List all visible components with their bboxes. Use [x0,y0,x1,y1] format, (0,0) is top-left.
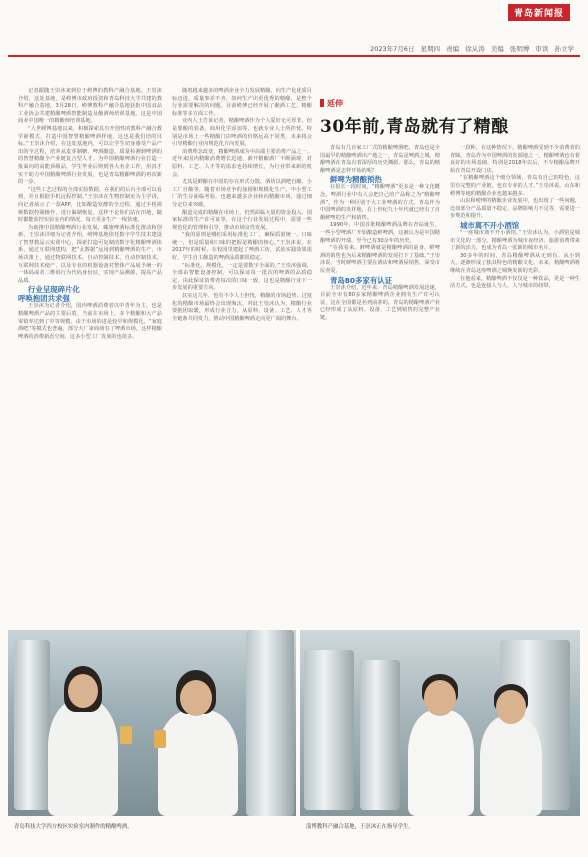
page-meta [366,44,574,53]
header-rule [8,55,580,57]
fermenter-tank [246,630,294,816]
paragraph: 1990年，中国首批精酿啤酒品牌在青岛诞生，一些小型啤酒厂开始酿造鲜啤酒，这被认为是中国精酿啤酒的开端，至今已有30余年的历史。 [320,222,440,244]
paragraph: “人世崂博基地以来，积极探索具有开创性的教科产融合教学新模式，打造中国智慧精酿啤酒样地，这也是我们培的目标。”王崇沐介绍，在这处基地内，可以让学生切身感受产品产出的全过程，培养从麦芽制糖、啤酒酿造、质量检测到啤酒的的智慧精酿全产业链复合型人才。为中国精酿啤酒行业打造一批面向的高能顶级品，学生毕业后则到各大名企工作，用真才实干助力中国精酿啤酒行业发展，也是青岛精酿啤酒的再次新的一步。 [18,125,162,186]
paragraph: “在我看来，鲜啤酒就是精酿啤酒的前身，鲜啤酒的销售也为后来精酿啤酒的发展打下了基础。”王崇沐说，当时鲜啤酒主要在酒店和啤酒屋销售，深受市民喜爱。 [320,245,440,274]
face [424,680,456,716]
editor-label: 责编 [446,45,460,53]
weekday: 星期四 [420,45,441,53]
paragraph: “这些工艺过程的全部实验数据，在我们的后台全部可以看到，并且根据手机远程控制。”王崇沐在生物控制室为主学讲，向记者展示了一款APP，比如酿造发酵的全过程，通过手机视频数据控制操作，进行偏制恢复，这样不论你们站在田地，随时都能监控实验室内的情况，每天更多生产一线快速。 [18,186,162,224]
person-student [48,700,118,816]
masthead [0,0,588,53]
designer-name: 张明博 [509,45,530,53]
photo-base [300,630,580,816]
paragraph: 山东和崂博的精酿企业发展中，也出现了一些问题，比如部分产品质量不稳定、品牌影响力不足等，需要进一步规范和提升。 [450,198,580,220]
fermenter-tank [360,660,400,810]
photo-caption: 淄博教科产融合基地，王崇沐正在指导学生。 [306,824,414,830]
photo-lab-beer [8,630,296,816]
paragraph: 尤其是鲜酿在中国的存在形式分散，酒坊以酒吧自酿、小工厂自酿等，随着市场竞争的加剧和规模化生产，中小型工厂的生存面临考验，也越来越多企业转向精酿市场，通过细分定位来突破。 [172,179,312,208]
date: 2023年7月6日 [370,45,415,53]
paragraph: 王崇沐为记者介绍，国内啤酒消费者以中青年为主，也是精酿啤酒产品的主要后盾。当前在市场上，多个精酿和大产品零销率达到了中等规模。由于市场的进是较早和规模化，“家庭酒吧”等模式也普遍，部分大厂家商场有了啤酒市场，这样精酿啤酒的消费新态空间，这多小型工厂发展的也很多。 [18,303,162,340]
face [68,674,98,708]
kicker: 延伸 [320,98,343,109]
reviewer-label: 审读 [535,45,549,53]
paragraph: “标准化，规模化，一定是要数字全面的。”王崇沐强调，全部由智能设备控制，可以保证每一批次的啤酒的品质稳定，由此保证消费者每次的口味一致，这也是精酿行业下一步发展的重要方向。 [172,262,312,292]
paragraph: 30多年的时间，青岛精酿啤酒从无到有、从小到大，逐渐形成了独具特色的精酿文化。未来，精酿啤酒将继续在青岛这座啤酒之城焕发新的光彩。 [450,252,580,274]
editor-name: 徐从涛 [465,45,485,53]
face [180,680,212,716]
column-1 [18,88,162,341]
paragraph: 业内人士告诉记者，精酿啤酒作为个人爱好无可厚非，但是要酿的装备，商用化学添加等，也就专业人士所担忧。特别是市场上一些精酿门店啤酒的价格远高于同类，未来将会引导精酿行业向规范化方向发展。 [172,118,312,148]
column-3 [320,145,440,322]
paragraph: 记者跟随王崇沐来到位于崂博的教科产融合基地。王崇沐介绍，这处基地，是崂博市政府投资和青岛科技大学共建的教科产融合基地。3月28日，崂博教科产融合基地获批中国食品工业协会共建精酿啤酒智能制造及酿酒师培训基地。这是中国商业中国唯一的精酿师培训基地。 [18,88,162,125]
paragraph: “我的原则是哪怕采用标准化工厂，确保质量统一、口味统一，但是质量和口味的把握是精酿的核心。”王崇沐说，在2017年的时候，在校园里建起了啤酒工坊，试验实践效果很好，学生自主酿造的啤酒品质都很稳定。 [172,232,312,262]
paragraph: “在精酿啤酒这个细分领域，青岛有自己的特色，这里有完整的产业链，也有专业的人才。”王崇沐说。山东和崂博等地的精酿企业也越来越多。 [450,175,580,197]
paragraph: 王崇沐介绍，近年来，青岛精酿啤酒发展迅速，目前全市有80多家精酿啤酒企业拥有生产许可认证，这在全国都是名列前茅的。青岛的精酿啤酒产业已经形成了从原料、设备、工艺到销售的完整产业链。 [320,284,440,321]
paragraph: “一座城市离不开小酒馆。”王崇沐认为，小酒馆是城市文化的一部分，精酿啤酒为城市夜经济、旅游消费带来了新的活力，也成为青岛一张新的城市名片。 [450,229,580,252]
fermenter-tank [14,640,50,810]
subheading: 鲜啤为精酿预热 [330,175,382,185]
fermenter-tank [304,650,354,810]
paragraph: 在他看来，精酿啤酒不仅仅是一种饮品，更是一种生活方式，也是连接人与人、人与城市的纽带。 [450,275,580,290]
newspaper-logo: 青岛新闻报 [508,4,570,21]
paragraph: 为助推中国精酿啤酒行业发展，藏施啤酒标准化推动和创新，王崇沐详细为记者介绍，崂博基地依托数字学生技术建设了智慧教品云实训中心，探索打造可复制的数字化精酿啤酒体系，通过互联网建构，把“太数据”运用到精酿啤酒的生产、市场决策上，通过物联网技术，自动控制技术，自动控制技术，互联网技术使产，以及专业的机器设备对整体产品展予统一的一体码或者二维码行为代码身份证，实现产品溯源，提高产品品质。 [18,224,162,284]
lead-paragraph: 青岛有几百家工厂式的精酿啤酒吧，青岛也是全国最早的精酿啤酒出产地之一，青岛是啤酒之城，精酿啤酒在青岛有着深厚的历史渊源。那么，青岛的精酿啤酒是怎样开始的呢？ [320,145,440,174]
person-student [480,716,542,816]
paragraph: 随着越来越多的啤酒企业全力发展精酿，向生产化优质目标迈进，质量参差不齐，如何生产出更优秀的精酿，是整个行业需要解决的问题。目前崂博已经开展了酿酒工艺、精酿标准等多方面工作。 [172,88,312,117]
person-student [158,710,238,816]
paragraph: 一段种，在这种情况下，精酿啤酒受到不少消费者的青睐，青岛作为中国啤酒的发源地之一，精酿啤酒也有着良好的市场基础。特别是2018年以后，不少精酿品牌开始在青岛开设门店。 [450,145,580,174]
subheading: 城市离不开小酒馆 [460,220,520,230]
beer-glass [154,730,166,748]
paragraph: 在很长一段时间，“精酿啤酒”更多是一种文化概念，啤酒行业中有人会把自己的产品称之为“精酿啤酒”，作为一种区别于大工业啤酒的方式。青岛作为中国啤酒的发祥地，在上世纪九十年代就已经有了自酿鲜啤的生产和销售。 [320,184,440,221]
column-4 [450,145,580,291]
reviewer-name: 孙立学 [554,45,574,53]
paragraph: 消费理念改变，精酿啤酒成为中高端主要消费产品之一。近年来国内精酿消费增长迅速，新开精酿酒厂不断涌现，对原料、工艺、人才等的需求也持续增长，为行业带来新的机会。 [172,148,312,178]
headline: 30年前,青岛就有了精酿 [320,117,509,137]
person-teacher [408,710,474,816]
designer-label: 美编 [490,45,504,53]
face [496,690,526,724]
paragraph: 酿造完成的精酿在市场上，仍然面临大量的资金投入、国家标准的生产许可证等，在这个行业发展过程中，需要一些规范化的管理和引导，推动市场良性发展。 [172,209,312,231]
subheading: 青岛80多家有认证 [330,275,393,285]
subheading: 行业呈现碎片化 呼唤抱团共求强 [18,285,80,304]
paragraph: 其实这几年，也有不少人士担忧，精酿的市场趋势，过度化的精酿市场最终会出现淘汰，对此王崇沐认为，精酿行业要抱团取暖，形成行业合力，从原料、设备、工艺、人才等全链条共同发力，推动中国精酿啤酒走向更广阔的舞台。 [172,293,312,322]
photo-caption: 青岛科技大学四方校区实验室内制作的精酿啤酒。 [14,824,133,830]
beer-glass [120,726,132,744]
column-2 [172,88,312,323]
